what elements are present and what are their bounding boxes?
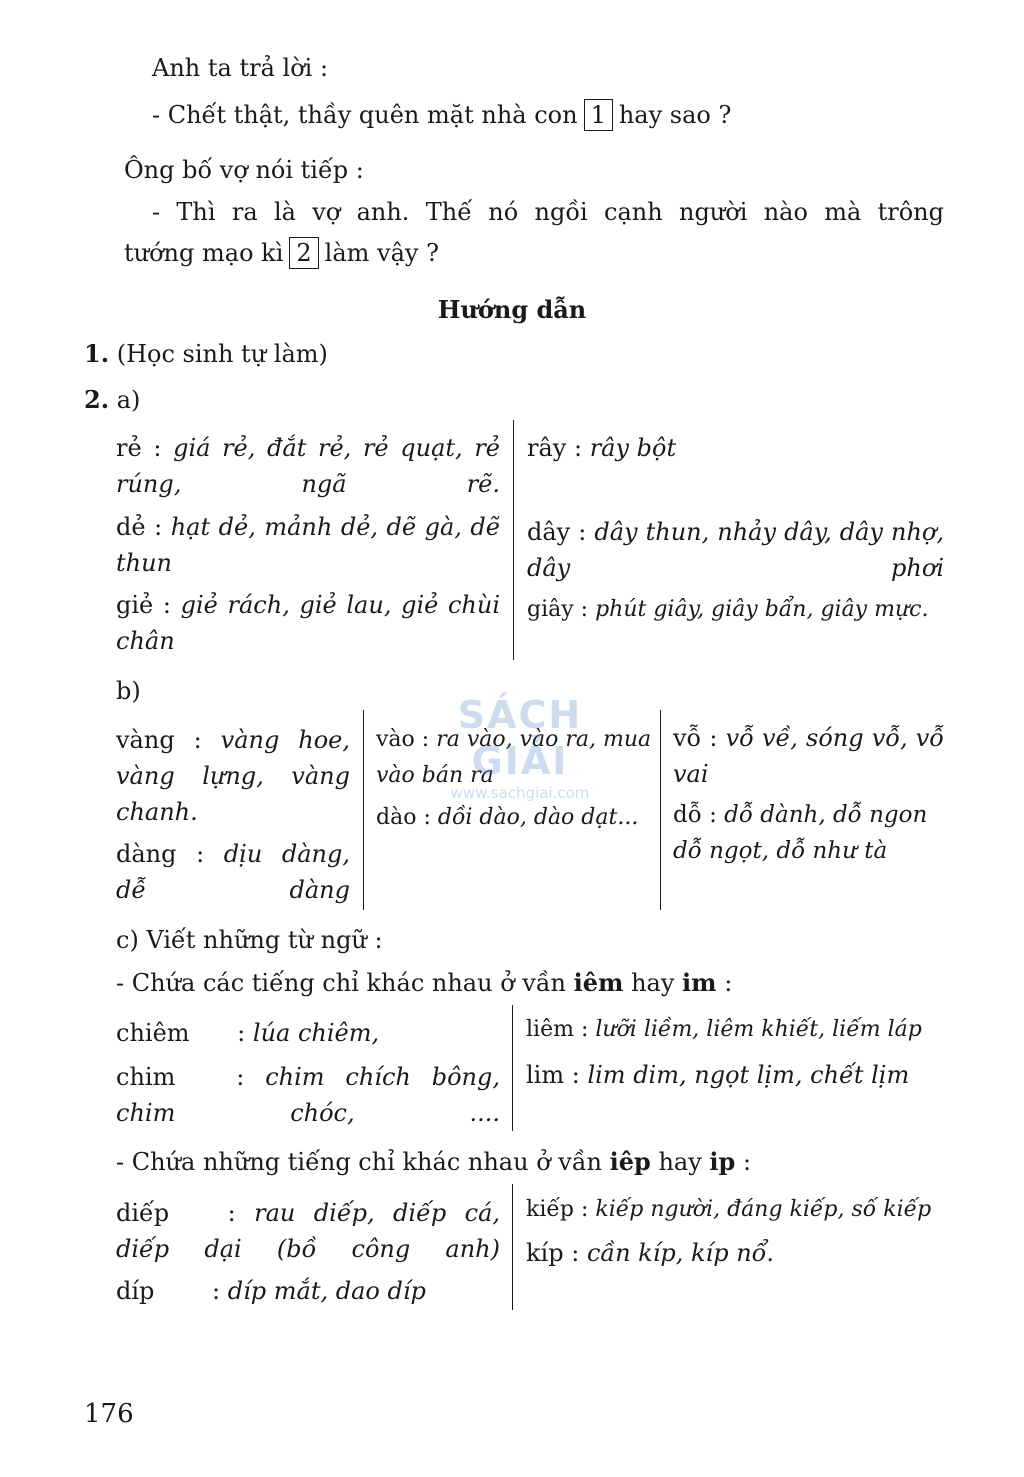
entry-separator: : — [414, 727, 437, 752]
entry-separator: : — [701, 724, 726, 752]
entry-separator: : — [215, 1063, 266, 1091]
entry-separator: : — [573, 1017, 596, 1042]
entry-examples: díp mắt, dao díp — [227, 1277, 426, 1305]
part-c-label: c) Viết những từ ngữ : — [116, 926, 383, 954]
entry-examples: dây thun, nhảy dây, dây nhợ, dây phơi — [527, 518, 944, 582]
guide-item-1 — [84, 336, 328, 372]
dialogue-line-2-after: hay sao ? — [618, 101, 732, 129]
intro-rhyme-2: im — [682, 968, 717, 997]
guide-item-1-text: (Học sinh tự làm) — [116, 340, 328, 368]
intro-conjunction: hay — [631, 969, 675, 997]
watermark-text: SÁCH GIẢI — [457, 693, 583, 783]
entry-word: vàng — [116, 726, 175, 754]
entry-word: dẻ — [116, 513, 146, 541]
guide-item-2-number: 2. — [84, 385, 110, 414]
intro-text: - Chứa các tiếng chỉ khác nhau ở vần — [116, 969, 566, 997]
entry-word: vào — [376, 727, 415, 752]
table-c2-left-entry-2 — [116, 1273, 500, 1309]
entry-word: dây — [527, 518, 571, 546]
table-c2-divider — [512, 1184, 513, 1310]
entry-examples: dồi dào, dào dạt... — [437, 805, 639, 830]
table-b-col2-entry-2 — [376, 800, 656, 836]
watermark-logo — [410, 692, 630, 802]
table-a-left-entry-2 — [116, 509, 500, 581]
entry-word: kíp — [526, 1239, 564, 1267]
entry-word: liêm — [526, 1017, 574, 1042]
table-a-left-entry-1 — [116, 430, 500, 502]
entry-word: chim — [116, 1063, 176, 1091]
entry-word: giây — [527, 597, 574, 622]
table-c1-right-entry-1 — [526, 1012, 956, 1048]
entry-examples: lúa chiêm, — [252, 1019, 380, 1047]
entry-separator: : — [566, 434, 590, 462]
entry-examples: vàng hoe, vàng lựng, vàng chanh. — [116, 726, 350, 826]
blank-box-1: 1 — [584, 99, 613, 131]
entry-word: diếp — [116, 1199, 170, 1227]
dialogue-line-5-before: tướng mạo kì — [124, 239, 284, 267]
entry-word: rẻ — [116, 434, 142, 462]
intro-rhyme-1: iêp — [609, 1147, 651, 1176]
entry-separator: : — [145, 513, 171, 541]
entry-examples: dỗ dành, dỗ ngon dỗ ngọt, dỗ như tà — [673, 802, 928, 864]
entry-separator: : — [174, 726, 221, 754]
dialogue-line-2 — [152, 97, 731, 133]
watermark-url: www.sachgiai.com — [450, 784, 590, 802]
entry-word: giẻ — [116, 591, 154, 619]
dialogue-line-2-before: - Chết thật, thầy quên mặt nhà con — [152, 101, 578, 129]
entry-word: díp — [116, 1277, 155, 1305]
table-a-left-entry-3 — [116, 587, 500, 659]
entry-examples: phút giây, giây bẩn, giây mực. — [595, 597, 929, 622]
intro-rhyme-1: iêm — [573, 968, 624, 997]
table-b-col1-entry-1 — [116, 722, 350, 830]
entry-examples: ra vào, vào ra, mua vào bán ra — [376, 727, 652, 788]
entry-word: kiếp — [526, 1197, 574, 1222]
entry-examples: kiếp người, đáng kiếp, số kiếp — [595, 1197, 932, 1222]
entry-separator: : — [204, 1277, 228, 1305]
entry-separator: : — [153, 591, 181, 619]
guide-item-1-number: 1. — [84, 339, 110, 368]
entry-examples: cần kíp, kíp nổ. — [586, 1239, 774, 1267]
guide-item-2 — [84, 382, 140, 418]
dialogue-line-3: Ông bố vợ nói tiếp : — [124, 156, 364, 184]
table-c1-divider — [512, 1005, 513, 1131]
entry-examples: chim chích bông, chim chóc, .... — [116, 1063, 501, 1127]
entry-examples: dịu dàng, dễ dàng — [116, 840, 350, 904]
intro-text: - Chứa những tiếng chỉ khác nhau ở vần — [116, 1148, 602, 1176]
part-c2-intro — [116, 1144, 751, 1180]
entry-word: dàng — [116, 840, 177, 868]
entry-separator: : — [573, 597, 596, 622]
guide-title: Hướng dẫn — [437, 295, 587, 324]
entry-separator: : — [563, 1239, 587, 1267]
entry-separator: : — [209, 1199, 255, 1227]
entry-word: dào — [376, 805, 417, 830]
intro-colon: : — [742, 1148, 752, 1176]
entry-separator: : — [701, 802, 725, 828]
table-b-col3-entry-1 — [673, 720, 944, 792]
dialogue-line-4: - Thì ra là vợ anh. Thế nó ngồi cạnh người nào mà trông — [152, 198, 944, 226]
entry-word: vỗ — [673, 724, 702, 752]
table-a-right-entry-3 — [527, 592, 957, 628]
entry-word: lim — [526, 1061, 565, 1089]
entry-examples: lim dim, ngọt lịm, chết lịm — [587, 1061, 910, 1089]
page-number: 176 — [84, 1399, 134, 1429]
table-b-divider-2 — [660, 710, 661, 910]
table-b-divider-1 — [363, 710, 364, 910]
intro-conjunction: hay — [658, 1148, 702, 1176]
part-c1-intro — [116, 965, 732, 1001]
entry-examples: giá rẻ, đắt rẻ, rẻ quạt, rẻ rúng, ngã rẽ. — [116, 434, 500, 498]
entry-examples: lưỡi liềm, liêm khiết, liếm láp — [595, 1017, 922, 1042]
table-c1-left-entry-1 — [116, 1015, 500, 1051]
table-c1-left-entry-2 — [116, 1059, 500, 1131]
entry-examples: hạt dẻ, mảnh dẻ, dẽ gà, dẽ thun — [116, 513, 500, 577]
table-c1-right-entry-2 — [526, 1057, 956, 1093]
entry-separator: : — [574, 1197, 596, 1222]
entry-separator: : — [176, 840, 224, 868]
table-b-col1-entry-2 — [116, 836, 350, 908]
intro-rhyme-2: ip — [709, 1147, 736, 1176]
part-b-label: b) — [116, 677, 141, 705]
table-c2-right-entry-2 — [526, 1235, 956, 1271]
entry-examples: rây bột — [589, 434, 677, 462]
guide-item-2-text: a) — [116, 386, 141, 414]
entry-word: rây — [527, 434, 567, 462]
table-c2-left-entry-1 — [116, 1195, 500, 1267]
table-a-divider — [513, 420, 514, 660]
entry-word: dỗ — [673, 802, 702, 828]
entry-separator: : — [416, 805, 438, 830]
dialogue-line-1: Anh ta trả lời : — [152, 54, 329, 82]
dialogue-line-5 — [124, 235, 439, 271]
entry-separator: : — [570, 518, 595, 546]
intro-colon: : — [724, 969, 733, 997]
table-a-right-entry-1 — [527, 430, 944, 466]
entry-examples: rau diếp, diếp cá, diếp dại (bồ công anh) — [116, 1199, 501, 1263]
entry-examples: giẻ rách, giẻ lau, giẻ chùi chân — [116, 591, 501, 655]
entry-word: chiêm — [116, 1019, 190, 1047]
blank-box-2: 2 — [289, 237, 318, 269]
table-a-right-entry-2 — [527, 514, 944, 586]
table-c2-right-entry-1 — [526, 1192, 956, 1228]
table-b-col3-entry-2 — [673, 797, 953, 869]
dialogue-line-5-after: làm vậy ? — [324, 239, 439, 267]
entry-separator: : — [141, 434, 174, 462]
entry-separator: : — [564, 1061, 588, 1089]
entry-separator: : — [229, 1019, 253, 1047]
entry-examples: vỗ về, sóng vỗ, vỗ vai — [673, 724, 944, 788]
